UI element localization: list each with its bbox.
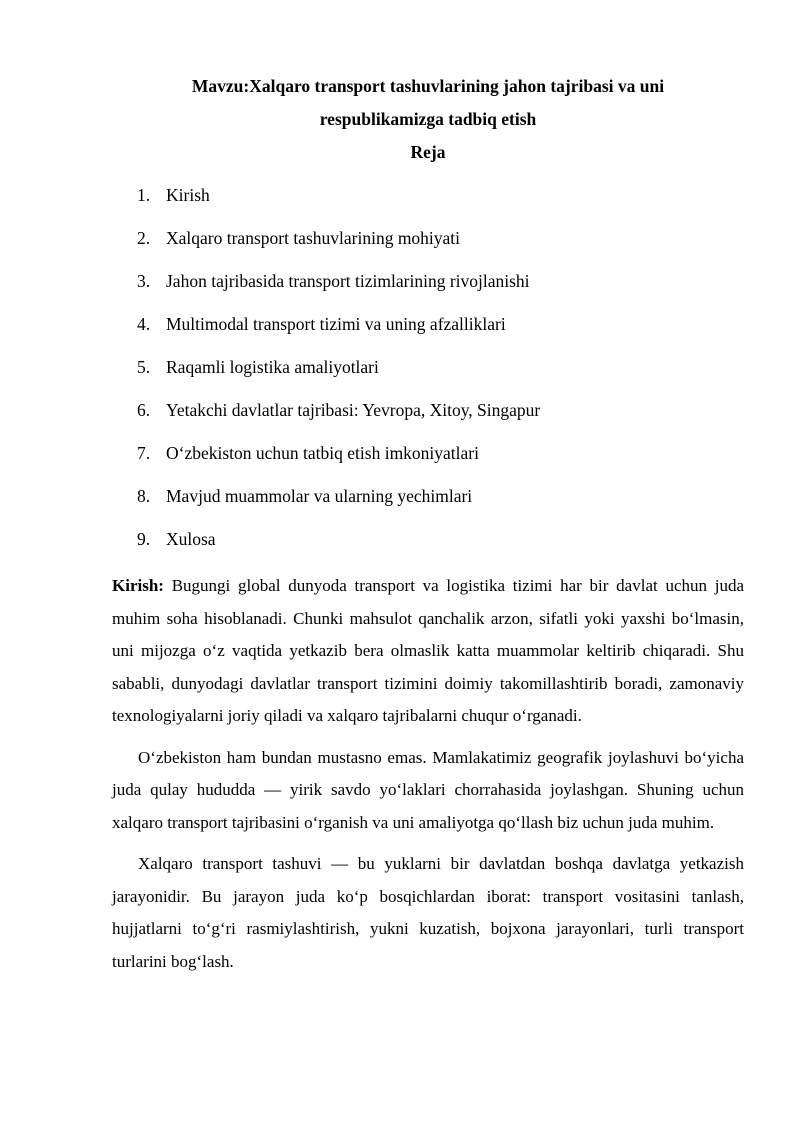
plan-list-item: [112, 265, 744, 298]
plan-list-item: [112, 222, 744, 255]
document-title-line-1: Mavzu:Xalqaro transport tashuvlarining jahon tajribasi va uni: [191, 76, 665, 96]
plan-item-label: Jahon tajribasida transport tizimlarining rivojlanishi: [166, 271, 530, 291]
plan-item-label: Multimodal transport tizimi va uning afzalliklari: [166, 314, 506, 334]
plan-item-number: 6.: [137, 400, 151, 420]
plan-item-label: Kirish: [166, 185, 210, 205]
plan-item-number: 9.: [137, 529, 151, 549]
paragraph-text: Xalqaro transport tashuvi — bu yuklarni bir davlatdan boshqa davlatga yetkazish jarayonidir. Bu jarayon juda koʻp bosqichlardan iborat: transport vositasini tanlash, hujjatlarni toʻgʻri rasmiylashtirish, yukni kuzatish, bojxona jarayonlari, turli transport turlarini bogʻlash.: [112, 854, 744, 971]
paragraph-text: Bugungi global dunyoda transport va logistika tizimi har bir davlat uchun juda muhim soha hisoblanadi. Chunki mahsulot qanchalik arzon, sifatli yoki yaxshi boʻlmasin, uni mijozga oʻz vaqtida yetkazib bera olmaslik katta muammolar keltirib chiqaradi. Shu sababli, dunyodagi davlatlar transport tizimini doimiy takomillashtirib boradi, zamonaviy texnologiyalarni joriy qiladi va xalqaro tajribalarni chuqur oʻrganadi.: [112, 576, 744, 725]
paragraph-text: Oʻzbekiston ham bundan mustasno emas. Mamlakatimiz geografik joylashuvi boʻyicha juda qulay hududda — yirik savdo yoʻlaklari chorrahasida joylashgan. Shuning uchun xalqaro transport tajribasini oʻrganish va uni amaliyotga qoʻllash biz uchun juda muhim.: [112, 747, 744, 832]
plan-item-label: Raqamli logistika amaliyotlari: [166, 357, 379, 377]
plan-list-item: [112, 394, 744, 427]
plan-heading: Reja: [410, 142, 446, 162]
plan-list-item: [112, 523, 744, 556]
body-paragraph-1: [112, 570, 744, 733]
plan-list: [112, 179, 744, 556]
body-paragraph-2: [112, 742, 744, 840]
plan-item-number: 5.: [137, 357, 151, 377]
plan-item-number: 3.: [137, 271, 151, 291]
plan-list-item: [112, 179, 744, 212]
plan-item-number: 2.: [137, 228, 151, 248]
plan-list-item: [112, 480, 744, 513]
document-title: [112, 70, 744, 136]
plan-item-number: 7.: [137, 443, 151, 463]
document-title-line-2: respublikamizga tadbiq etish: [319, 109, 537, 129]
document-content: [112, 70, 744, 978]
plan-list-item: [112, 351, 744, 384]
body-paragraph-3: [112, 848, 744, 978]
plan-list-item: [112, 437, 744, 470]
paragraph-lead: Kirish:: [112, 576, 164, 595]
plan-item-number: 8.: [137, 486, 151, 506]
plan-item-label: Xalqaro transport tashuvlarining mohiyati: [166, 228, 461, 248]
plan-item-label: Oʻzbekiston uchun tatbiq etish imkoniyatlari: [166, 443, 479, 463]
plan-item-label: Xulosa: [166, 529, 216, 549]
plan-list-item: [112, 308, 744, 341]
plan-item-label: Yetakchi davlatlar tajribasi: Yevropa, Xitoy, Singapur: [166, 400, 541, 420]
plan-item-number: 4.: [137, 314, 151, 334]
plan-item-label: Mavjud muammolar va ularning yechimlari: [166, 486, 473, 506]
plan-item-number: 1.: [137, 185, 151, 205]
body-text: [112, 570, 744, 978]
